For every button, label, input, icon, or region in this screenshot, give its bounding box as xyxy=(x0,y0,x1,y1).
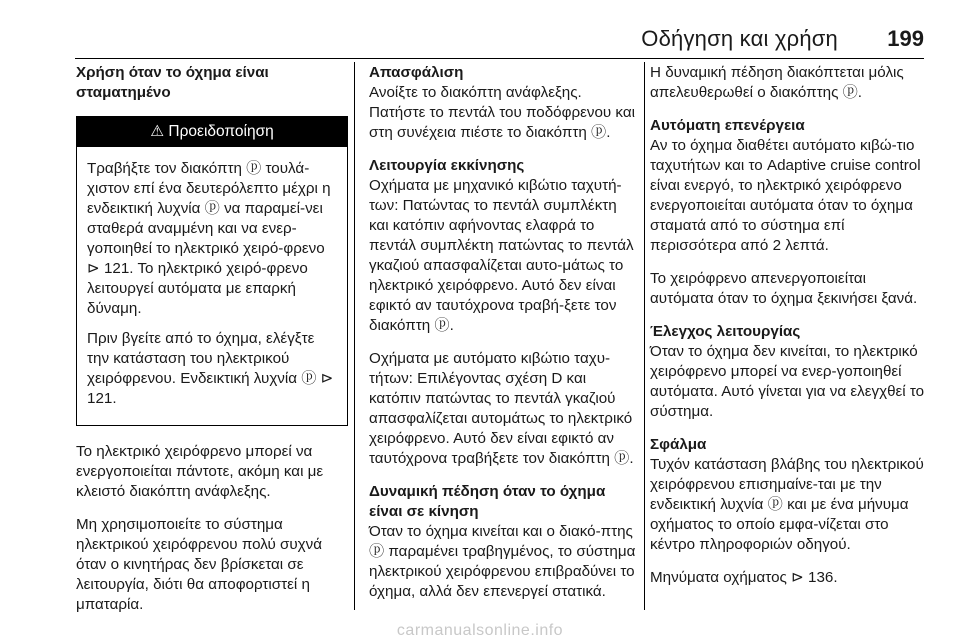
auto-apply-text: Αν το όχημα διαθέτει αυτόματο κιβώ-τιο ταχυτήτων και το Adaptive cruise control είναι ενεργό, το ηλεκτρικό χειρόφρενο ενεργοποιείται αυτόματα όταν το όχημα σταματά από το σύστημα επί περισσότερα από 2 λεπτά. xyxy=(650,137,921,254)
column-middle xyxy=(369,63,637,615)
function-check-text: Όταν το όχημα δεν κινείται, το ηλεκτρικό χειρόφρενο μπορεί να ενερ-γοποιηθεί αυτόματα. Αυτό γίνεται για να ελεγχθεί το σύστημα. xyxy=(650,343,925,420)
dynamic-braking-text: Όταν το όχημα κινείται και ο διακό-πτης ⓟ παραμένει τραβηγμένος, το σύστημα ηλεκτρικού χειρόφρενου επιβραδύνει το όχημα, αλλά δεν επενεργεί στατικά. xyxy=(369,523,636,600)
warning-box xyxy=(76,116,348,426)
warning-body xyxy=(77,147,347,425)
column-right xyxy=(650,63,930,601)
vehicle-messages-ref: Μηνύματα οχήματος ⊳ 136. xyxy=(650,569,838,586)
warning-paragraph-2: Πριν βγείτε από το όχημα, ελέγξτε την κατάσταση του ηλεκτρικού χειρόφρενου. Ενδεικτική λυχνία ⓟ ⊳ 121. xyxy=(87,330,334,407)
watermark: carmanualsonline.info xyxy=(396,622,564,639)
warning-icon: ⚠ xyxy=(150,123,165,140)
drive-away-manual-text: Οχήματα με μηχανικό κιβώτιο ταχυτή-των: Πατώντας το πεντάλ συμπλέκτη και κατόπιν αφήνοντας ελαφρά το πεντάλ συμπλέκτη πατώντας το πεντάλ γκαζιού απασφαλίζεται αυτο-μάτως το ηλεκτρικό χειρόφρενο. Αυτό δεν είναι εφικτό αν ταυτόχρονα τραβή-ξετε τον διακόπτη ⓟ. xyxy=(369,177,634,334)
warning-header xyxy=(77,117,347,147)
section-heading-fault: Σφάλμα xyxy=(650,436,707,453)
header-divider xyxy=(75,58,924,59)
section-heading-auto-apply: Αυτόματη επενέργεια xyxy=(650,117,805,134)
paragraph-always-active: Το ηλεκτρικό χειρόφρενο μπορεί να ενεργοποιείται πάντοτε, ακόμη και με κλειστό διακόπτη ανάφλεξης. xyxy=(76,443,324,500)
release-text: Ανοίξτε το διακόπτη ανάφλεξης. Πατήστε το πεντάλ του ποδόφρενου και στη συνέχεια πιέστε το διακόπτη ⓟ. xyxy=(369,84,635,141)
column-left xyxy=(76,63,346,628)
section-heading-dynamic-braking: Δυναμική πέδηση όταν το όχημα είναι σε κίνηση xyxy=(369,483,606,520)
warning-title: Προειδοποίηση xyxy=(168,123,274,140)
fault-text: Τυχόν κατάσταση βλάβης του ηλεκτρικού χειρόφρενου επισημαίνε-ται με την ενδεικτική λυχνία ⓟ και με ένα μήνυμα οχήματος το οποίο εμφα-νίζεται στο κέντρο πληροφοριών οδηγού. xyxy=(650,456,924,553)
section-heading-release: Απασφάλιση xyxy=(369,64,464,81)
paragraph-battery-note: Μη χρησιμοποιείτε το σύστημα ηλεκτρικού χειρόφρενου πολύ συχνά όταν ο κινητήρας δεν βρίσκεται σε λειτουργία, διότι θα αποφορτιστεί η μπαταρία. xyxy=(76,516,323,613)
page-number: 199 xyxy=(887,26,924,51)
drive-away-automatic-text: Οχήματα με αυτόματο κιβώτιο ταχυ-τήτων: Επιλέγοντας σχέση D και κατόπιν πατώντας το πεντάλ γκαζιού απασφαλίζεται αυτομάτως το ηλεκτρικό χειρόφρενο. Αυτό δεν είναι εφικτό αν ταυτόχρονα τραβήξετε τον διακόπτη ⓟ. xyxy=(369,350,634,467)
page-title: Οδήγηση και χρήση xyxy=(641,26,838,51)
section-heading-stationary: Χρήση όταν το όχημα είναι σταματημένο xyxy=(76,64,269,101)
section-heading-drive-away: Λειτουργία εκκίνησης xyxy=(369,157,525,174)
column-divider-2 xyxy=(644,62,645,610)
warning-paragraph-1: Τραβήξτε τον διακόπτη ⓟ τουλά-χιστον επί ένα δευτερόλεπτο μέχρι η ενδεικτική λυχνία ⓟ να παραμεί-νει σταθερά αναμμένη και να ενερ-γοποιηθεί το ηλεκτρικό χειρό-φρενο ⊳ 121. Το ηλεκτρικό χειρό-φρενο λειτουργεί αυτόματα με επαρκή δύναμη. xyxy=(87,160,331,317)
dynamic-braking-stop-text: Η δυναμική πέδηση διακόπτεται μόλις απελευθερωθεί ο διακόπτης ⓟ. xyxy=(650,64,904,101)
section-heading-function-check: Έλεγχος λειτουργίας xyxy=(650,323,801,340)
page-header xyxy=(0,0,960,56)
auto-release-text: Το χειρόφρενο απενεργοποιείται αυτόματα όταν το όχημα ξεκινήσει ξανά. xyxy=(650,270,918,307)
column-divider-1 xyxy=(354,62,355,610)
